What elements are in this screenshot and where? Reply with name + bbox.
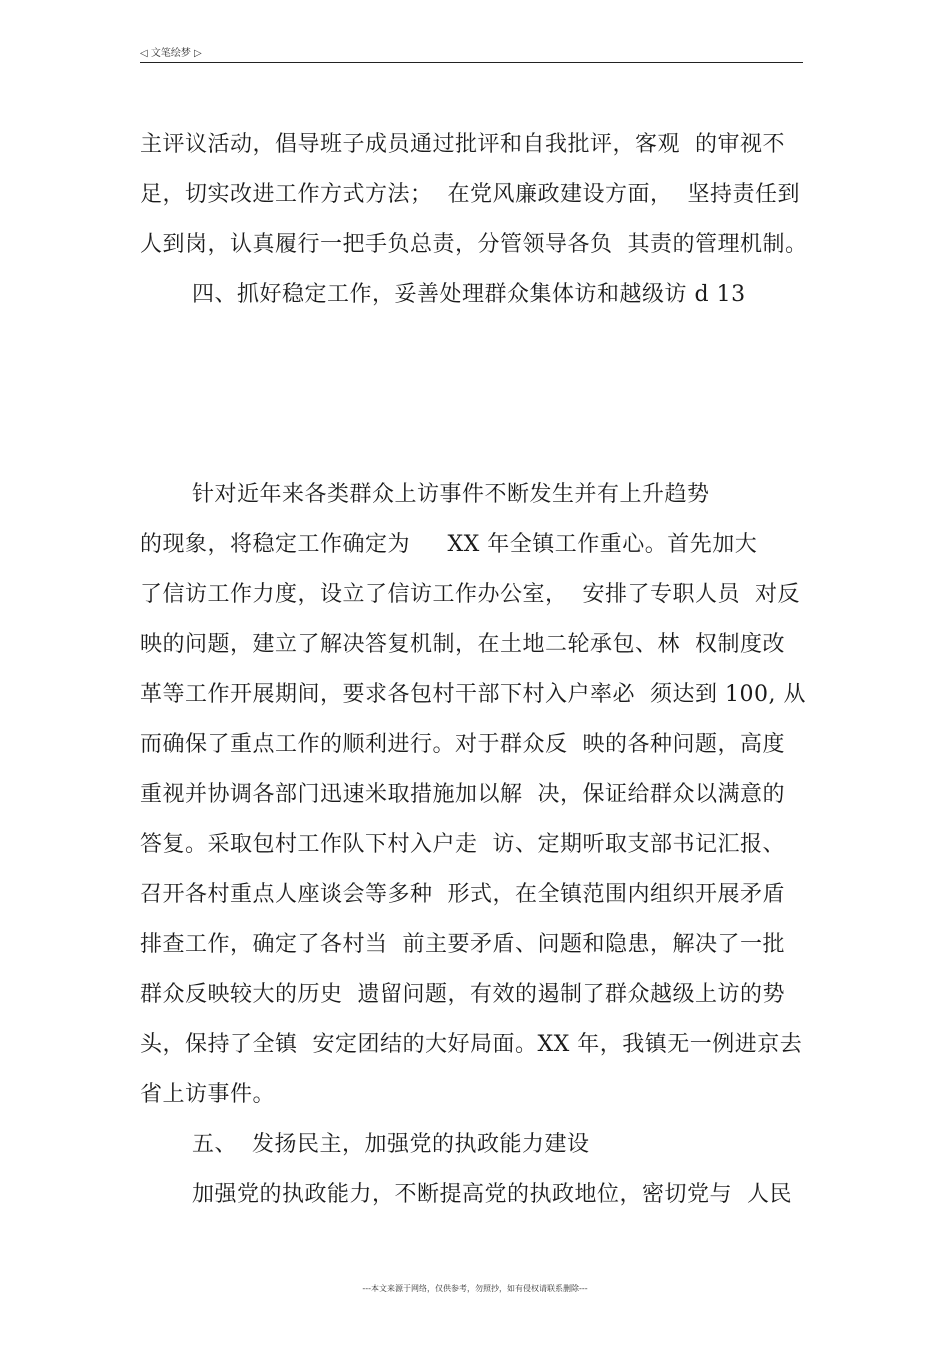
paragraph-line: 主评议活动，倡导班子成员通过批评和自我批评，客观 的审视不 xyxy=(140,132,785,157)
section-heading: 五、 发扬民主，加强党的执政能力建设 xyxy=(192,1132,590,1157)
page-header xyxy=(140,42,803,63)
section-heading: 四、抓好稳定工作，妥善处理群众集体访和越级访 d 13 xyxy=(192,282,746,307)
paragraph-line: 召开各村重点人座谈会等多种 形式，在全镇范围内组织开展矛盾 xyxy=(140,882,785,907)
paragraph-line: 映的问题，建立了解决答复机制，在土地二轮承包、林 权制度改 xyxy=(140,632,785,657)
header-text: ◁ 文笔绘梦 ▷ xyxy=(140,48,202,59)
paragraph-line: 加强党的执政能力，不断提高党的执政地位，密切党与 人民 xyxy=(192,1182,792,1207)
paragraph-line: 了信访工作力度，设立了信访工作办公室， 安排了专职人员 对反 xyxy=(140,582,800,607)
paragraph-line: 省上访事件。 xyxy=(140,1082,276,1107)
paragraph-line: 群众反映较大的历史 遗留问题，有效的遏制了群众越级上访的势 xyxy=(140,982,785,1007)
paragraph-line: 革等工作开展期间，要求各包村干部下村入户率必 须达到 100, 从 xyxy=(140,682,806,707)
paragraph-line: 而确保了重点工作的顺利进行。对于群众反 映的各种问题，高度 xyxy=(140,732,785,757)
paragraph-line: 针对近年来各类群众上访事件不断发生并有上升趋势 xyxy=(192,482,710,507)
paragraph-line: 人到岗，认真履行一把手负总责，分管领导各负 其责的管理机制。 xyxy=(140,232,808,257)
paragraph-line: 的现象，将稳定工作确定为 XX 年全镇工作重心。首先加大 xyxy=(140,532,758,557)
paragraph-line: 头，保持了全镇 安定团结的大好局面。XX 年，我镇无一例进京去 xyxy=(140,1032,803,1057)
paragraph-line: 足，切实改进工作方式方法； 在党风廉政建设方面， 坚持责任到 xyxy=(140,182,800,207)
paragraph-line: 重视并协调各部门迅速米取措施加以解 决，保证给群众以满意的 xyxy=(140,782,785,807)
paragraph-line: 答复。采取包村工作队下村入户走 访、定期听取支部书记汇报、 xyxy=(140,832,785,857)
page-footer: ---本文来源于网络，仅供参考，勿照抄，如有侵权请联系删除--- xyxy=(362,1284,588,1293)
paragraph-line: 排查工作，确定了各村当 前主要矛盾、问题和隐患，解决了一批 xyxy=(140,932,785,957)
